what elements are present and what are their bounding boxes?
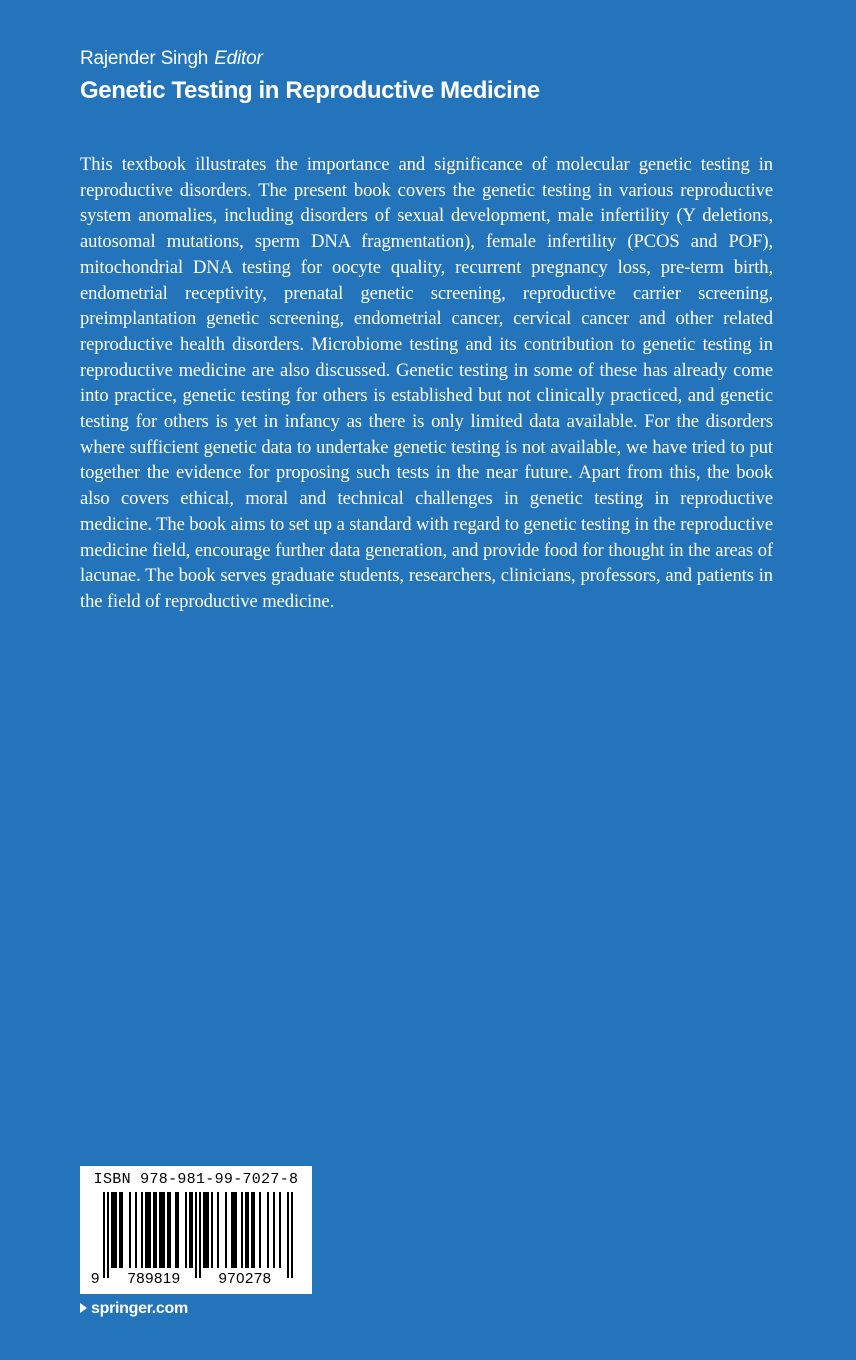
cover-header: [80, 46, 780, 108]
barcode-bar: [253, 1192, 255, 1268]
barcode-bar: [111, 1192, 113, 1268]
barcode-guard-bar: [107, 1192, 109, 1278]
barcode-bar: [113, 1192, 115, 1268]
barcode-bar: [147, 1192, 149, 1268]
barcode-guard-bar: [103, 1192, 105, 1278]
barcode-bar: [167, 1192, 169, 1268]
springer-link-label: springer.com: [91, 1300, 188, 1317]
barcode-bar: [267, 1192, 269, 1268]
barcode-guard-bar: [199, 1192, 201, 1278]
barcode-bar: [119, 1192, 121, 1268]
barcode-bar: [129, 1192, 131, 1268]
barcode-bar: [207, 1192, 209, 1268]
barcode-bar: [217, 1192, 219, 1268]
barcode-bar: [231, 1192, 233, 1268]
barcode-bar: [245, 1192, 247, 1268]
barcode-bar: [169, 1192, 171, 1268]
barcode-bar: [233, 1192, 235, 1268]
barcode-bar: [273, 1192, 275, 1268]
barcode-bar: [115, 1192, 117, 1268]
barcode-bar: [153, 1192, 155, 1268]
barcode-bar: [141, 1192, 143, 1268]
barcode-bar: [279, 1192, 281, 1268]
isbn-barcode: [80, 1166, 312, 1294]
barcode-bar: [259, 1192, 261, 1268]
barcode-bar: [211, 1192, 213, 1268]
barcode-bar: [135, 1192, 137, 1268]
barcode-bar: [205, 1192, 207, 1268]
barcode-digits: [80, 1269, 312, 1289]
barcode-bar: [149, 1192, 151, 1268]
barcode-bar: [161, 1192, 163, 1268]
barcode-bar: [189, 1192, 191, 1268]
barcode-bar: [241, 1192, 243, 1268]
barcode-bar: [203, 1192, 205, 1268]
editor-name: Rajender Singh: [80, 48, 209, 69]
editor-role: Editor: [214, 48, 263, 69]
barcode-bar: [163, 1192, 165, 1268]
isbn-label: ISBN 978-981-99-7027-8: [93, 1171, 299, 1188]
barcode-digit-first: 9: [91, 1270, 100, 1287]
editor-line: [80, 46, 780, 72]
book-description: This textbook illustrates the importance and significance of molecular genetic testing in reproductive disorders. The present book covers the genetic testing in various reproductive system anomalies, including disorders of sexual development, male infertility (Y deletions, autosomal mutations, sperm DNA fragmentation), female infertility (PCOS and POF), mitochondrial DNA testing for oocyte quality, recurrent pregnancy loss, pre-term birth, endometrial receptivity, prenatal genetic screening, reproductive carrier screening, preimplantation genetic screening, endometrial cancer, cervical cancer and other related reproductive health disorders. Microbiome testing and its contribution to genetic testing in reproductive medicine are also discussed. Genetic testing in some of these has already come into practice, genetic testing for others is established but not clinically practiced, and genetic testing for others is yet in infancy as there is only limited data available. For the disorders where sufficient genetic data to undertake genetic testing is not available, we have tried to put together the evidence for proposing such tests in the near future. Apart from this, the book also covers ethical, moral and technical challenges in genetic testing in reproductive medicine. The book aims to set up a standard with regard to genetic testing in the reproductive medicine field, encourage further data generation, and provide food for thought in the areas of lacunae. The book serves graduate students, researchers, clinicians, professors, and patients in the field of reproductive medicine.: [80, 154, 773, 612]
book-title: Genetic Testing in Reproductive Medicine: [80, 77, 540, 104]
barcode-bar: [247, 1192, 249, 1268]
barcode-digits-right: 970278: [218, 1270, 272, 1287]
barcode-bar: [191, 1192, 193, 1268]
barcode-guard-bar: [287, 1192, 289, 1278]
barcode-guard-bar: [195, 1192, 197, 1278]
barcode-bar: [185, 1192, 187, 1268]
springer-link[interactable]: [80, 1298, 188, 1320]
barcode-bar: [251, 1192, 253, 1268]
barcode-digits-left: 789819: [127, 1270, 181, 1287]
barcode-bar: [159, 1192, 161, 1268]
barcode-bar: [225, 1192, 227, 1268]
barcode-guard-bar: [291, 1192, 293, 1278]
triangle-right-icon: [80, 1303, 87, 1313]
barcode-bar: [175, 1192, 177, 1268]
barcode-bar: [145, 1192, 147, 1268]
barcode-bar: [155, 1192, 157, 1268]
barcode-bar: [121, 1192, 123, 1268]
barcode-bar: [177, 1192, 179, 1268]
barcode-bar: [235, 1192, 237, 1268]
